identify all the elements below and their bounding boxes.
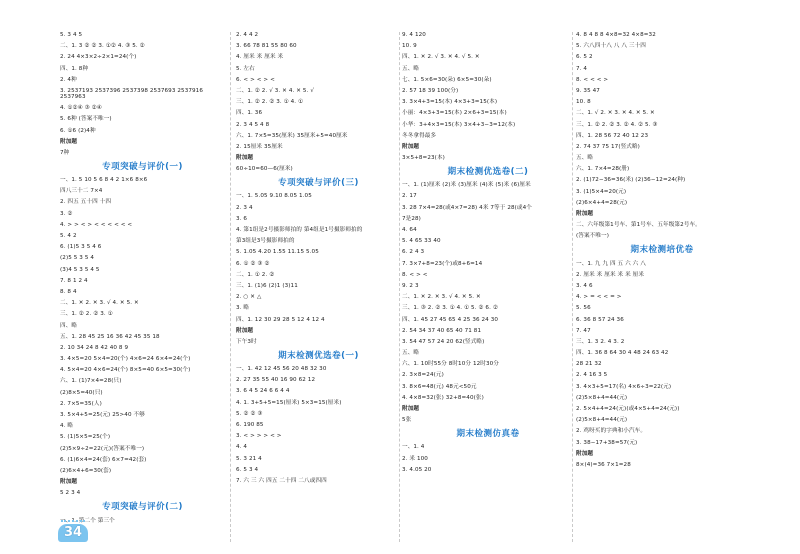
answer-line: 6. 36 8 57 24 36 xyxy=(576,316,624,323)
answer-line: 四、1. ✕ 2. √ 3. ✕ 4. √ 5. ✕ xyxy=(402,54,480,61)
answer-line: 3. 4.05 20 xyxy=(402,466,432,473)
answer-line: 小丽：4×3+3=15(本) 2×6+3=15(本) xyxy=(402,110,507,117)
answer-line: 3. 6 4 5 24 6 6 4 4 xyxy=(236,388,290,395)
answer-line: 5. 4 2 xyxy=(60,233,77,239)
answer-line: 5. 3 21 4 xyxy=(236,455,262,462)
answer-line: 三、1. ③ 2. ② 3. ① 4. ① 5. ② 6. ② xyxy=(402,305,498,312)
answer-line: 8. < > < xyxy=(402,271,428,278)
answer-line: 下午3时 xyxy=(236,338,257,345)
answer-line: 6. 190 85 xyxy=(236,422,264,428)
answer-line: 8. < < < > xyxy=(576,76,609,83)
answer-line: 3. 38−17+38=57(元) xyxy=(576,439,638,446)
bonus-label: 附加题 xyxy=(236,155,254,162)
answer-line: 8×(4)=36 7×1=28 xyxy=(576,461,631,468)
answer-line: 四、1. 36 8 64 30 4 48 24 63 42 xyxy=(576,350,669,357)
answer-line: 4. > = < < = > xyxy=(576,294,622,301)
answer-line: 8. 8 4 xyxy=(60,288,77,295)
answer-line: 4. 厘米 米 厘米 米 xyxy=(236,54,284,61)
answer-line: 四、1. 12 30 29 28 5 12 4 12 4 xyxy=(236,316,325,323)
answer-line: 60÷10=60—6(厘米) xyxy=(236,166,293,173)
answer-line: (2)8×5=40(只) xyxy=(60,389,103,396)
section-heading: 期末检测优选卷(一) xyxy=(278,350,359,361)
answer-line: 三、1. (1)6 (2)1 (3)11 xyxy=(236,282,298,289)
answer-line: 2. 27 35 55 40 16 90 62 12 xyxy=(236,377,316,384)
bonus-label: 附加题 xyxy=(60,479,78,486)
answer-line: 2. 7×5=35(人) xyxy=(60,400,102,407)
answer-line: 2. 4种 xyxy=(60,76,77,83)
answer-line: 二、1. ✕ 2. ✕ 3. √ 4. ✕ 5. ✕ xyxy=(402,294,481,301)
answer-line: 10. 8 xyxy=(576,99,591,106)
section-heading: 专项突破与评价(一) xyxy=(102,161,183,172)
answer-line: 2. 5×4+4=24(元)(或4×5+4=24(元)) xyxy=(576,406,680,412)
answer-line: 五、略 xyxy=(402,65,420,72)
answer-line: 6. 5 2 xyxy=(576,54,593,61)
bonus-label: 附加题 xyxy=(576,450,594,457)
answer-line: 5. (1)5×5=25(个) xyxy=(60,434,111,441)
answer-column-2 xyxy=(236,32,401,542)
answer-line: 三、1. ② 2. ② 3. ① xyxy=(60,311,113,318)
answer-line: 第3组是3号摄影师拍的 xyxy=(236,238,295,245)
answer-line: 4. > > < > < < < < < < xyxy=(60,221,133,228)
answer-line: 三、1. 3 2. 4 3. 2 xyxy=(576,338,625,345)
answer-line: 七、1. 5×6=30(朵) 6×5=30(朵) xyxy=(402,76,492,83)
answer-line: 7是28) xyxy=(402,215,421,222)
answer-line: 5. 4 65 33 40 xyxy=(402,238,441,245)
answer-line: 7. 8 1 2 4 xyxy=(60,277,88,284)
answer-line: 4. 4 xyxy=(236,444,248,451)
answer-line: 4. 64 xyxy=(402,227,417,233)
answer-line: 3. ② xyxy=(60,210,73,217)
bonus-label: 附加题 xyxy=(60,138,78,145)
answer-line: 2. 3 4 5 4 8 xyxy=(236,121,270,128)
answer-line: 四八三十二 7×4 xyxy=(60,188,103,195)
answer-line: 3×5+8=23(本) xyxy=(402,155,445,162)
answer-line: (2)6×4+6=30(套) xyxy=(60,467,112,474)
answer-line: 2. 57 18 39 100(分) xyxy=(402,87,459,94)
page-number: 34 xyxy=(63,525,83,540)
answer-line: 2. 15厘米 35厘米 xyxy=(236,143,283,150)
answer-column-3 xyxy=(402,32,574,542)
answer-line: 5 2 3 4 xyxy=(60,490,81,497)
answer-line: 2. 4 16 3 5 xyxy=(576,372,608,379)
answer-line: 6. (1)5 3 5 4 6 xyxy=(60,244,102,251)
answer-line: 三、1. ② 2. ② 3. ② 4. ② 5. ③ xyxy=(576,121,658,128)
answer-line: 5. 左右 xyxy=(236,65,255,72)
answer-line: 5. 六八四十八 八 八 三十四 xyxy=(576,43,646,50)
section-heading: 期末检测仿真卷 xyxy=(456,429,520,440)
answer-line: 2. 鸡呀买的字典和小汽车。 xyxy=(576,428,647,435)
answer-line: (2)5×8+4=44(元) xyxy=(576,417,628,424)
answer-line: 2. 厘米 米 厘米 米 米 厘米 xyxy=(576,271,645,278)
answer-line: 3. 4×5=20 5×4=20(个) 4×6=24 6×4=24(个) xyxy=(60,356,191,363)
answer-line: 3. < > > > < > xyxy=(236,433,282,440)
column-divider xyxy=(399,32,400,542)
answer-line: 一、1. 5.05 9.10 8.05 1.05 xyxy=(236,193,312,200)
answer-line: 一、1. 5 10 5 6 8 4 2 1×6 8×6 xyxy=(60,177,148,184)
bonus-label: 附加题 xyxy=(402,143,420,150)
answer-line: 3. 2537193 2537396 2537398 2537693 2537916 xyxy=(60,87,203,94)
answer-line: 2. 4 4 2 xyxy=(236,32,259,38)
answer-line: 9. 35 47 xyxy=(576,87,600,94)
answer-line: 2. 米 100 xyxy=(402,455,428,462)
answer-line: 3. 5×4+5=25(元) 25>40 不够 xyxy=(60,412,145,418)
answer-line: 9. 2 3 xyxy=(402,282,419,289)
answer-line: 4. 略 xyxy=(60,423,74,430)
answer-line: 4. 第1组是2号摄影师拍的 第4组是1号摄影师拍的 xyxy=(236,227,363,233)
answer-line: 2. 17 xyxy=(402,193,417,200)
answer-line: 6. < > < > < xyxy=(236,76,275,83)
answer-line: 9. 4 120 xyxy=(402,32,426,38)
answer-line: 四、1. 45 27 45 65 4 25 36 24 30 xyxy=(402,316,499,323)
answer-line: 一、1. 九 九 四 五 六 六 八 xyxy=(576,260,646,267)
answer-line: 7. 六 三 六 四五 二十四 二八或四四 xyxy=(236,477,327,484)
answer-line: 5. 1.05 4.20 1.55 11.15 5.05 xyxy=(236,249,319,256)
answer-column-1 xyxy=(60,32,225,542)
answer-line: 4. 4×8=32(张) 32+8=40(张) xyxy=(402,394,484,401)
answer-line: 7. 47 xyxy=(576,327,591,334)
column-divider xyxy=(572,32,573,542)
answer-line: 二、六年级第1号车、第1号车、五年级第2号车。 xyxy=(576,222,701,229)
answer-line: 2. 3 4 xyxy=(236,204,253,211)
answer-line: 6. 5 3 4 xyxy=(236,466,259,473)
answer-line: 5. ② ② ③ xyxy=(236,410,263,417)
answer-line: 2. 3×8=24(元) xyxy=(402,372,444,379)
bonus-label: 附加题 xyxy=(576,211,594,217)
answer-line: 6. ①6 (2)4种 xyxy=(60,127,96,134)
answer-line: 3. 略 xyxy=(236,305,250,312)
answer-line: 3. 28 7×4=28(或4×7=28) 4米 7等于 28(或4个 xyxy=(402,204,532,211)
answer-line: 3. 6 xyxy=(236,215,248,222)
answer-line: 六、1. 7×5=35(厘米) 35厘米+5=40厘米 xyxy=(236,132,348,139)
answer-line: 小华：3+4×3=15(本) 3×4+3−3=12(本) xyxy=(402,121,516,128)
answer-line: 4. 8 4 8 8 4×8=32 4×8=32 xyxy=(576,32,656,38)
section-heading: 期末检测优选卷(二) xyxy=(447,167,529,178)
answer-line: 四、1. 36 xyxy=(236,110,263,117)
answer-line: 六、1. (1)7×4=28(只) xyxy=(60,378,122,385)
answer-line: 6. ① ② ③ ② xyxy=(236,260,270,267)
answer-line: 3. 4×3+5=17(名) 4×6÷3=22(元) xyxy=(576,383,672,390)
answer-line: 3. 66 78 81 55 80 60 xyxy=(236,43,297,50)
answer-line: 四、1. 28 56 72 40 12 23 xyxy=(576,132,649,139)
answer-line: 四、略 xyxy=(60,322,78,329)
answer-line: 6. (1)6×4=24(套) 6×7=42(套) xyxy=(60,456,147,463)
section-heading: 期末检测培优卷 xyxy=(630,245,694,256)
answer-line: 一、1. 第二个 第三个 xyxy=(60,517,115,524)
answer-line: 28 21 32 xyxy=(576,361,602,368)
answer-line: 5. 56 xyxy=(576,305,591,312)
answer-line: 2. (1)72−36=36(米) (2)36−12=24(种) xyxy=(576,177,686,184)
answer-line: (2)5×9÷2=22(元)(答案不唯一) xyxy=(60,445,145,452)
section-heading: 专项突破与评价(三) xyxy=(278,178,359,189)
answer-line: 2. ○ ✕ △ xyxy=(236,294,262,301)
answer-line: 三、1. ② 2. ② 3. ① 4. ① xyxy=(236,99,304,106)
answer-line: 二、1. 3 ② ② 3. ①② 4. ③ 5. ② xyxy=(60,43,145,50)
answer-line: 二、1. ② 2. √ 3. ✕ 4. ✕ 5. √ xyxy=(236,87,314,94)
answer-line: (2)5 5 3 5 4 xyxy=(60,255,95,262)
answer-line: (3)4 5 3 5 4 5 xyxy=(60,266,100,273)
answer-line: (2)5×8+4=44(元) xyxy=(576,394,628,401)
answer-line: 4. ①②④ ③ ②④ xyxy=(60,105,102,112)
answer-line: 3. 4 6 xyxy=(576,282,593,289)
answer-line: (2)6×4+4=28(元) xyxy=(576,199,628,206)
answer-line: 2. 10 34 24 8 42 40 8 9 xyxy=(60,344,129,351)
answer-line: 五、1. 28 45 25 16 36 42 45 35 18 xyxy=(60,333,160,340)
section-heading: 专项突破与评价(二) xyxy=(102,502,183,513)
answer-line: 5张 xyxy=(402,417,412,424)
answer-line: 一、1. 42 12 45 56 20 48 32 30 xyxy=(236,366,327,373)
answer-line: 六、1. 7×4=28(册) xyxy=(576,166,630,173)
answer-line: 3. 8×6=48(元) 48元<50元 xyxy=(402,383,477,390)
answer-line: 一、1. (1)厘米 (2)米 (3)厘米 (4)米 (5)米 (6)厘米 xyxy=(402,182,531,189)
answer-column-4 xyxy=(576,32,748,542)
answer-line: (答案不唯一) xyxy=(576,233,610,240)
answer-line: 六、1. 10时55分 8时10分 12时30分 xyxy=(402,361,499,368)
answer-line: 3. 3×4+3=15(本) 4×3+3=15(本) xyxy=(402,99,498,106)
answer-line: 2. 54 34 37 40 65 40 71 81 xyxy=(402,327,482,334)
answer-line: 10. 9 xyxy=(402,43,417,50)
answer-line: 五、略 xyxy=(576,155,594,162)
answer-line: 6. 2 4 3 xyxy=(402,249,425,256)
answer-line: 冬冬拿得最多 xyxy=(402,132,437,139)
answer-line: 一、1. 4 xyxy=(402,444,425,451)
answer-line: 3. (1)5×4=20(元) xyxy=(576,188,627,195)
answer-line: 7. 3×7+8=23(个)或8+6=14 xyxy=(402,260,483,267)
answer-line: 四、1. 8种 xyxy=(60,65,89,72)
answer-line: 7种 xyxy=(60,149,70,156)
bonus-label: 附加题 xyxy=(236,327,254,334)
answer-line: 4. 1. 3+5+5=15(厘米) 5×3=15(厘米) xyxy=(236,399,342,406)
answer-line: 5. 6种 (答案不唯一) xyxy=(60,116,112,123)
answer-line: 3. 54 47 57 24 20 62(竖式略) xyxy=(402,338,485,345)
answer-line: 二、1. ✕ 2. ✕ 3. √ 4. ✕ 5. ✕ xyxy=(60,300,139,307)
column-divider xyxy=(230,32,231,542)
answer-line: 4. 5×4=20 4×6=24(个) 8×5=40 6×5=30(个) xyxy=(60,367,191,374)
answer-line: 二、1. ① 2. ② xyxy=(236,271,275,278)
answer-line: 二、1. √ 2. ✕ 3. ✕ 4. ✕ 5. ✕ xyxy=(576,110,655,117)
answer-line: 2537963 xyxy=(60,93,86,100)
answer-line: 7. 4 xyxy=(576,65,588,72)
page-number-badge xyxy=(58,520,88,544)
answer-line: 5. 3 4 5 xyxy=(60,32,83,38)
answer-line: 2. 四五 五十四 十四 xyxy=(60,199,112,206)
bonus-label: 附加题 xyxy=(402,406,420,412)
answer-line: 五、略 xyxy=(402,350,420,357)
answer-line: 2. 24 4×3×2÷2×1=24(个) xyxy=(60,54,137,61)
answer-line: 2. 74 37 75 17(竖式略) xyxy=(576,143,640,150)
